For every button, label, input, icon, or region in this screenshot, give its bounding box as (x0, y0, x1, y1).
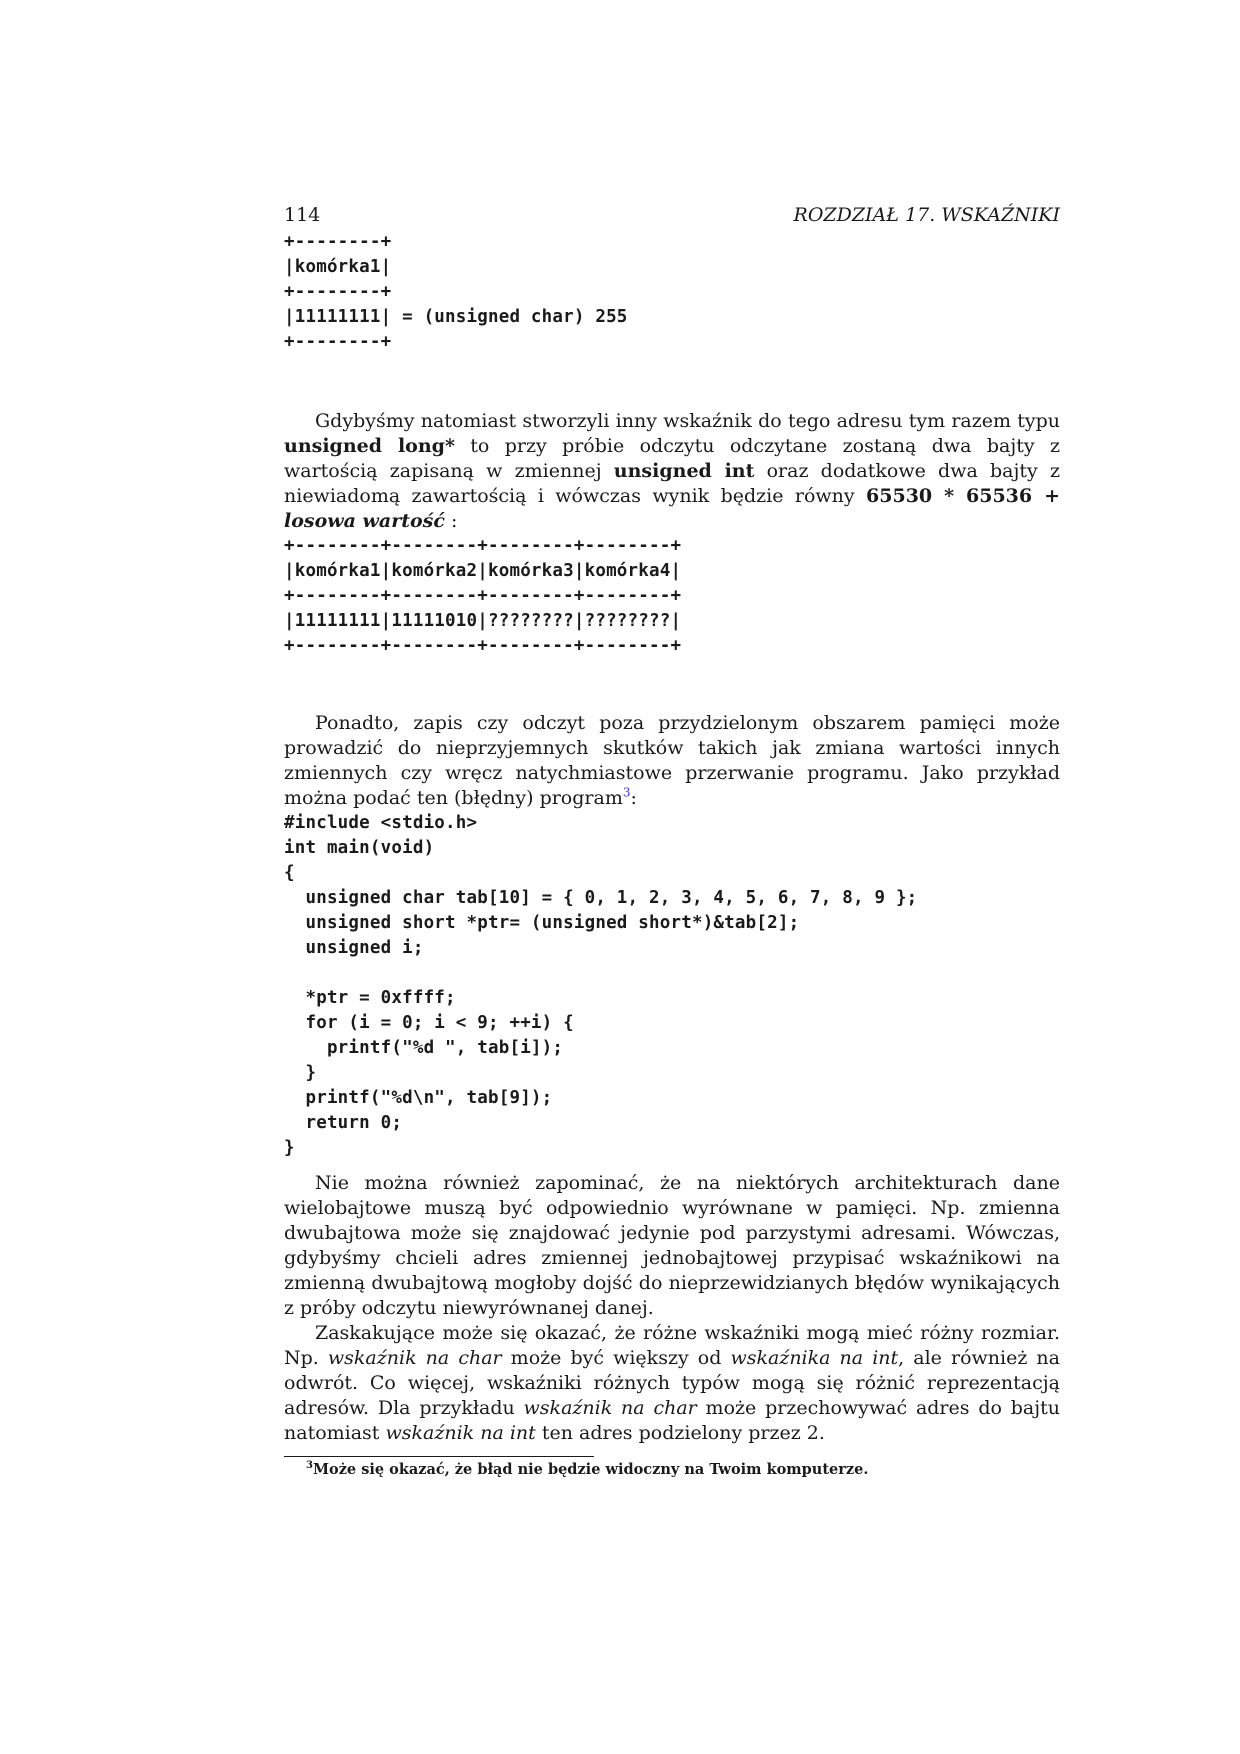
diagram-line: +--------+ (284, 232, 392, 252)
diagram-line: |11111111| = (unsigned char) 255 (284, 307, 628, 327)
code-line: #include <stdio.h> (284, 813, 478, 833)
text-run: : (630, 787, 637, 809)
footnote (284, 1461, 1060, 1479)
code-line: printf("%d\n", tab[9]); (284, 1088, 553, 1108)
footnote-mark: 3 (306, 1460, 313, 1472)
code-line: unsigned char tab[10] = { 0, 1, 2, 3, 4, 5, 6, 7, 8, 9 }; (284, 888, 918, 908)
running-head: ROZDZIAŁ 17. WSKAŹNIKI (793, 204, 1060, 226)
paragraph-alignment: Nie można również zapominać, że na niektórych architekturach dane wielobajtowe muszą być odpowiednio wyrównane w pamięci. Np. zmienna dwubajtowa może się znajdować jedynie pod parzystymi adresami. Wówczas, gdybyśmy chcieli adres zmiennej jednobajtowej przypisać wskaźnikowi na zmienną dwubajtową mogłoby dojść do nieprzewidzianych błędów wynikających z próby odczytu niewyrównanej danej. (284, 1172, 1060, 1319)
memory-diagram-four-cells (284, 534, 1060, 659)
italic-term: wskaźnik na char (327, 1347, 502, 1369)
code-line: } (284, 1138, 295, 1158)
code-line: { (284, 863, 295, 883)
diagram-line: +--------+--------+--------+--------+ (284, 636, 682, 656)
diagram-line: |komórka1|komórka2|komórka3|komórka4| (284, 561, 682, 581)
code-line: for (i = 0; i < 9; ++i) { (284, 1013, 574, 1033)
code-term: unsigned int (613, 460, 755, 482)
code-line: return 0; (284, 1113, 403, 1133)
text-run: oraz dodatkowe dwa bajty z niewiadomą zawartością i wówczas wynik będzie równy (284, 460, 1060, 507)
code-line: unsigned short *ptr= (unsigned short*)&tab[2]; (284, 913, 800, 933)
page-number: 114 (284, 204, 321, 226)
page-header (284, 200, 1060, 230)
footnote-divider (284, 1456, 594, 1457)
code-line: *ptr = 0xffff; (284, 988, 456, 1008)
text-run: , ale również na odwrót. Co więcej, wskaźniki różnych typów mogą się różnić reprezentacją adresów. Dla przykładu (284, 1347, 1060, 1419)
code-listing (284, 836, 1060, 1161)
text-run: Zaskakujące może się okazać, że różne wskaźniki mogą mieć różny rozmiar. Np. (284, 1322, 1060, 1369)
text-run: ten adres podzielony przez 2. (535, 1422, 825, 1444)
footnote-text: Może się okazać, że błąd nie będzie widoczny na Twoim komputerze. (312, 1461, 869, 1478)
italic-term: wskaźnik na int (385, 1422, 536, 1444)
code-line: unsigned i; (284, 938, 424, 958)
formula-random-value: losowa wartość (284, 510, 445, 532)
memory-diagram-single (284, 230, 1060, 355)
code-line: int main(void) (284, 838, 435, 858)
diagram-line: |11111111|11111010|????????|????????| (284, 611, 682, 631)
text-run: może przechowywać adres do bajtu natomiast (284, 1397, 1061, 1444)
italic-term: wskaźnika na int (730, 1347, 899, 1369)
footnote-reference[interactable]: 3 (622, 785, 631, 800)
text-run: Ponadto, zapis czy odczyt poza przydzielonym obszarem pamięci może prowadzić do nieprzyjemnych skutków takich jak zmiana wartości innych zmiennych czy wręcz natychmiastowe przerwanie programu. Jako przykład można podać ten (błędny) program (284, 712, 1060, 809)
diagram-line: +--------+--------+--------+--------+ (284, 586, 682, 606)
diagram-line: +--------+ (284, 282, 392, 302)
diagram-line: |komórka1| (284, 257, 392, 277)
text-run: może być większy od (501, 1347, 731, 1369)
paragraph-unsigned-long (284, 409, 1060, 534)
page-content (284, 200, 1060, 1479)
paragraph-pointer-size (284, 1321, 1060, 1446)
text-run: to przy próbie odczytu odczytane zostaną dwa bajty z wartością zapisaną w zmiennej (284, 435, 1060, 482)
code-include (284, 811, 1060, 836)
code-term: unsigned long* (284, 435, 455, 457)
code-line: printf("%d ", tab[i]); (284, 1038, 564, 1058)
text-run: Gdybyśmy natomiast stworzyli inny wskaźnik do tego adresu tym razem typu (315, 410, 1060, 432)
italic-term: wskaźnik na char (523, 1397, 697, 1419)
code-line: } (284, 1063, 317, 1083)
formula: 65530 * 65536 + (866, 485, 1060, 507)
text-run: : (444, 510, 458, 532)
diagram-line: +--------+ (284, 332, 392, 352)
paragraph-out-of-bounds (284, 711, 1060, 811)
diagram-line: +--------+--------+--------+--------+ (284, 536, 682, 556)
